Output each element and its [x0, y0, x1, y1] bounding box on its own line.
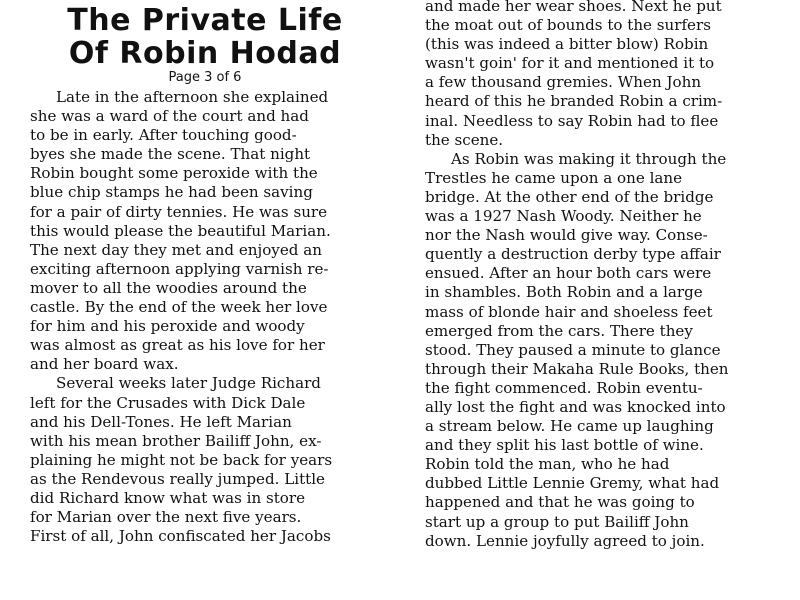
left-column-text — [30, 88, 380, 546]
text-line: quently a destruction derby type affair — [425, 245, 721, 264]
left-column — [30, 0, 380, 546]
text-line: Trestles he came upon a one lane — [425, 168, 683, 187]
text-line: blue chip stamps he had been saving — [30, 183, 313, 202]
text-line: left for the Crusades with Dick Dale — [30, 393, 306, 412]
text-line: castle. By the end of the week her love — [30, 298, 328, 317]
text-line: she was a ward of the court and had — [30, 107, 309, 126]
text-line: start up a group to put Bailiff John — [425, 512, 689, 531]
text-line: ally lost the fight and was knocked into — [425, 397, 726, 416]
right-column-text — [425, 0, 775, 551]
text-line: mover to all the woodies around the — [30, 278, 307, 297]
text-line: for him and his peroxide and woody — [30, 317, 305, 336]
text-line: The next day they met and enjoyed an — [30, 240, 322, 259]
text-line: bridge. At the other end of the bridge — [425, 187, 714, 206]
text-line: Robin told the man, who he had — [425, 455, 670, 474]
text-line: did Richard know what was in store — [30, 488, 306, 507]
title-line-1: The Private Life — [67, 3, 343, 38]
text-line: for a pair of dirty tennies. He was sure — [30, 202, 328, 221]
text-line: wasn't goin' for it and mentioned it to — [425, 54, 715, 73]
text-line: and her board wax. — [30, 355, 179, 374]
text-line: to be in early. After touching good- — [30, 126, 297, 145]
text-line: was a 1927 Nash Woody. Neither he — [425, 207, 702, 226]
text-line: a stream below. He came up laughing — [425, 417, 714, 436]
right-column — [425, 0, 775, 551]
text-line: Late in the afternoon she explained — [56, 88, 329, 106]
text-line: As Robin was making it through the — [451, 149, 727, 168]
text-line: the fight commenced. Robin eventu- — [425, 378, 703, 397]
text-line: happened and that he was going to — [425, 493, 695, 512]
text-line: stood. They paused a minute to glance — [425, 340, 721, 359]
text-line: nor the Nash would give way. Conse- — [425, 226, 708, 245]
text-line: in shambles. Both Robin and a large — [425, 283, 703, 302]
text-line: for Marian over the next five years. — [30, 508, 302, 527]
text-line: this would please the beautiful Marian. — [30, 221, 331, 240]
text-line: and his Dell-Tones. He left Marian — [30, 412, 292, 431]
text-line: a few thousand gremies. When John — [425, 73, 702, 92]
text-line: inal. Needless to say Robin had to flee — [425, 111, 719, 130]
title-line-2: Of Robin Hodad — [68, 36, 342, 71]
page-label: Page 3 of 6 — [168, 70, 242, 85]
text-line: dubbed Little Lennie Gremy, what had — [425, 474, 720, 493]
text-line: emerged from the cars. There they — [425, 321, 693, 340]
text-line: the scene. — [425, 130, 504, 149]
text-line: as the Rendevous really jumped. Little — [30, 469, 325, 488]
text-line: heard of this he branded Robin a crim- — [425, 92, 723, 111]
text-line: and they split his last bottle of wine. — [425, 436, 704, 455]
text-line: First of all, John confiscated her Jacobs — [30, 527, 331, 546]
text-line: with his mean brother Bailiff John, ex- — [30, 431, 322, 450]
text-line: byes she made the scene. That night — [30, 145, 311, 164]
article-title — [30, 0, 380, 70]
text-line: through their Makaha Rule Books, then — [425, 359, 729, 378]
text-line: and made her wear shoes. Next he put — [425, 0, 722, 15]
text-line: mass of blonde hair and shoeless feet — [425, 302, 713, 321]
text-line: (this was indeed a bitter blow) Robin — [425, 35, 709, 54]
text-line: Robin bought some peroxide with the — [30, 164, 318, 183]
text-line: exciting afternoon applying varnish re- — [30, 259, 329, 278]
text-line: was almost as great as his love for her — [30, 336, 325, 355]
text-line: the moat out of bounds to the surfers — [425, 16, 711, 35]
text-line: plaining he might not be back for years — [30, 450, 333, 469]
text-line: Several weeks later Judge Richard — [56, 374, 321, 393]
text-line: ensued. After an hour both cars were — [425, 264, 712, 283]
text-line: down. Lennie joyfully agreed to join. — [425, 531, 705, 550]
